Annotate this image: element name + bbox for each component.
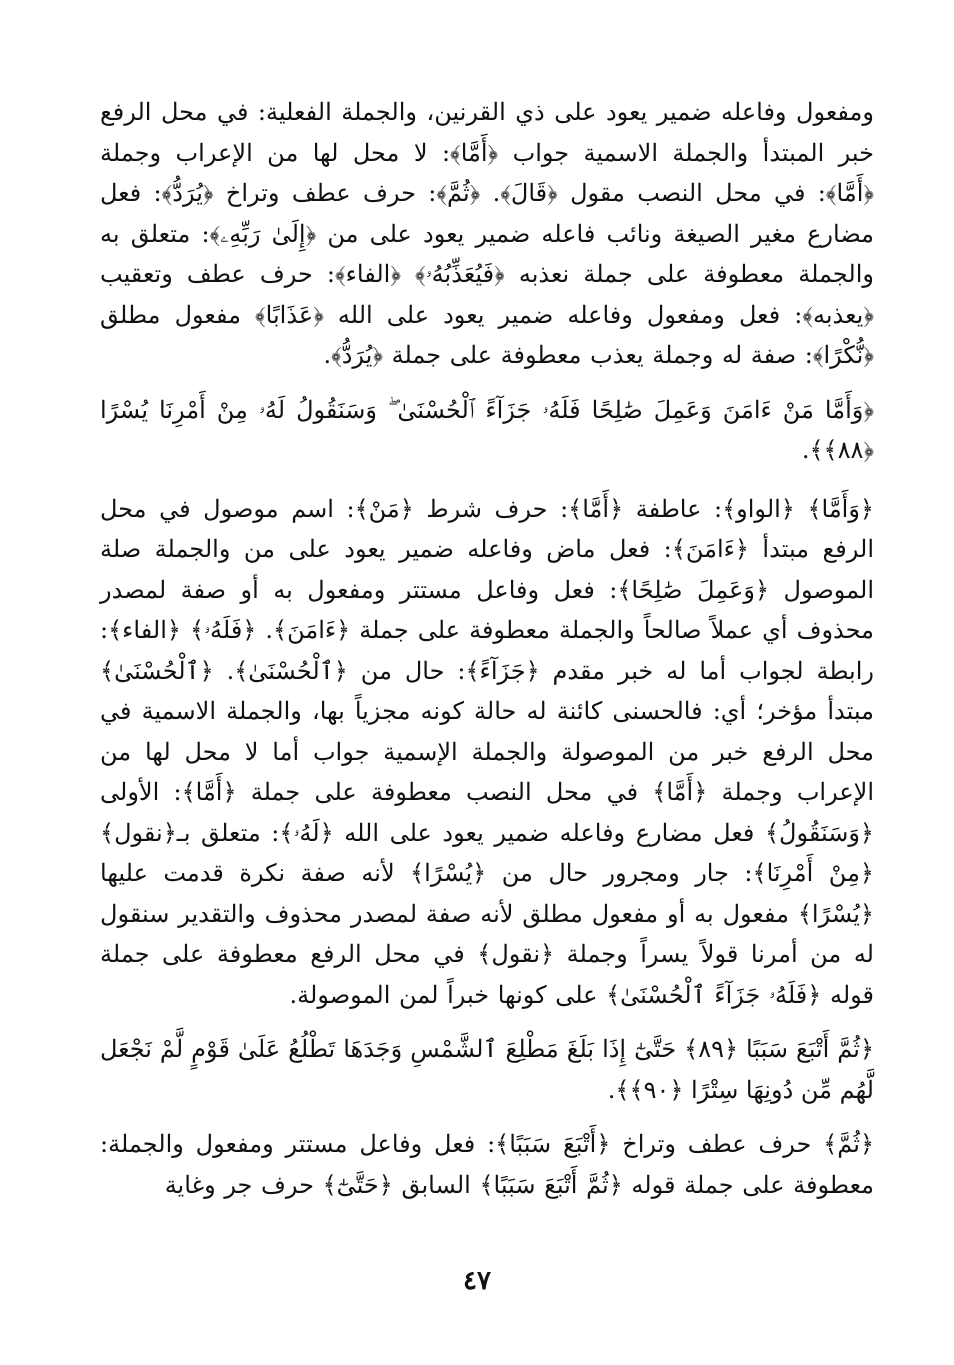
paragraph-3: ﴿ثُمَّ﴾ حرف عطف وتراخ ﴿أَتْبَعَ سَبَبًا﴾: فعل وفاعل مستتر ومفعول والجملة: معطوفة على جملة قوله ﴿ثُمَّ أَتْبَعَ سَبَبًا﴾ السابق ﴿حَتَّىٰٓ﴾ حرف جر وغاية [100,1130,874,1199]
spacer [100,1015,874,1029]
spacer [100,376,874,390]
paragraph-1: ومفعول وفاعله ضمير يعود على ذي القرنين، والجملة الفعلية: في محل الرفع خبر المبتدأ والجملة الاسمية جواب ﴿أَمَّا﴾: لا محل لها من الإعراب وجملة ﴿أَمَّا﴾: في محل النصب مقول ﴿قَالَ﴾. ﴿ثُمَّ﴾: حرف عطف وتراخ ﴿يُرَدُّ﴾: فعل مضارع مغير الصيغة ونائب فاعله ضمير يعود على من ﴿إِلَىٰ رَبِّهِۦ﴾: متعلق به والجملة معطوفة على جملة نعذبه ﴿فَيُعَذِّبُهُۥ﴾ ﴿الفاء﴾: حرف عطف وتعقيب ﴿يعذبه﴾: فعل ومفعول وفاعله ضمير يعود على الله ﴿عَذَابًا﴾ مفعول مطلق ﴿نُّكْرًا﴾: صفة له وجملة يعذب معطوفة على جملة ﴿يُرَدُّ﴾. [100,98,875,369]
spacer [100,1110,874,1124]
quran-verse-88: ﴿وَأَمَّا مَنْ ءَامَنَ وَعَمِلَ صَٰلِحًا فَلَهُۥ جَزَآءً ٱلْحُسْنَىٰ ۖ وَسَنَقُولُ لَهُۥ مِنْ أَمْرِنَا يُسْرًا ﴿٨٨﴾﴾. [100,395,874,464]
spacer [100,471,874,489]
page-body [100,92,874,1205]
paragraph-2: ﴿وَأَمَّا﴾ ﴿الواو﴾: عاطفة ﴿أَمَّا﴾: حرف شرط ﴿مَنْ﴾: اسم موصول في محل الرفع مبتدأ ﴿ءَامَنَ﴾: فعل ماض وفاعله ضمير يعود على من والجملة صلة الموصول ﴿وَعَمِلَ صَٰلِحًا﴾: فعل وفاعل مستتر ومفعول به أو صفة لمصدر محذوف أي عملاً صالحاً والجملة معطوفة على جملة ﴿ءَامَنَ﴾. ﴿فَلَهُۥ﴾ ﴿الفاء﴾: رابطة لجواب أما له خبر مقدم ﴿جَزَآءً﴾: حال من ﴿ٱلْحُسْنَىٰ﴾. ﴿ٱلْحُسْنَىٰ﴾ مبتدأ مؤخر؛ أي: فالحسنى كائنة له حالة كونه مجزياً بها، والجملة الاسمية في محل الرفع خبر من الموصولة والجملة الإسمية جواب أما لا محل لها من الإعراب وجملة ﴿أَمَّا﴾ في محل النصب معطوفة على جملة ﴿أَمَّا﴾: الأولى ﴿وَسَنَقُولُ﴾ فعل مضارع وفاعله ضمير يعود على الله ﴿لَهُۥ﴾: متعلق بـ﴿نقول﴾ ﴿مِنْ أَمْرِنَا﴾: جار ومجرور حال من ﴿يُسْرًا﴾ لأنه صفة نكرة قدمت عليها ﴿يُسْرًا﴾ مفعول به أو مفعول مطلق لأنه صفة لمصدر محذوف والتقدير سنقول له من أمرنا قولاً يسراً وجملة ﴿نقول﴾ في محل الرفع معطوفة على جملة قوله ﴿فَلَهُۥ جَزَآءً ٱلْحُسْنَىٰ﴾ على كونها خبراً لمن الموصولة. [100,494,874,1009]
quran-verse-89-90: ﴿ثُمَّ أَتْبَعَ سَبَبًا ﴿٨٩﴾ حَتَّىٰٓ إِذَا بَلَغَ مَطْلِعَ ٱلشَّمْسِ وَجَدَهَا تَطْلُعُ عَلَىٰ قَوْمٍ لَّمْ نَجْعَل لَّهُم مِّن دُونِهَا سِتْرًا ﴿٩٠﴾﴾. [100,1035,875,1104]
page-number: ٤٧ [463,1266,491,1296]
